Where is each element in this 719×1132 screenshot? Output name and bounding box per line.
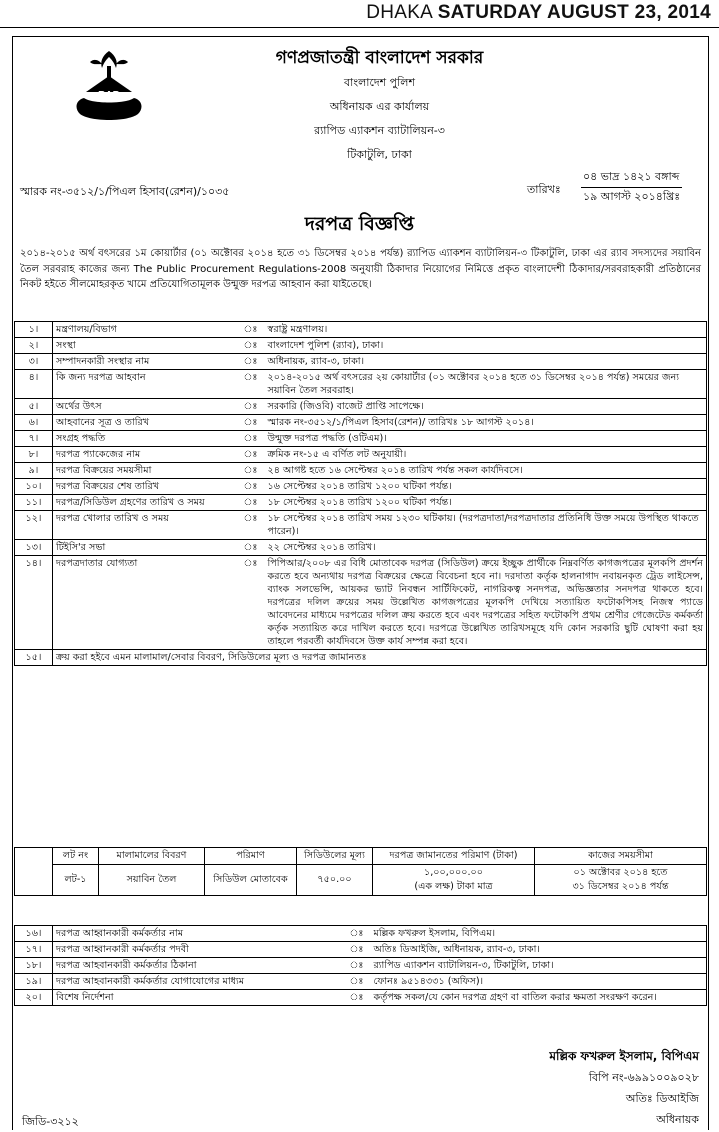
table-row-7: [15, 431, 707, 447]
table-row-18: [15, 958, 707, 974]
table-row-16: [15, 926, 707, 942]
row-value: ফোনঃ ৯৫১৪৩৩১ (অফিস)।: [371, 974, 707, 990]
row-number: ১৬।: [15, 926, 53, 942]
dateline-city: DHAKA: [366, 2, 433, 23]
row-colon: ঃ: [237, 338, 265, 354]
row-number: ২।: [15, 338, 53, 354]
row-number: ১৯।: [15, 974, 53, 990]
row-value: ক্রমিক নং-১৫ এ বর্ণিত লট অনুযায়ী।: [265, 447, 707, 463]
row-number: ৩।: [15, 354, 53, 370]
table-row-13: [15, 540, 707, 556]
header-rule: [0, 27, 719, 28]
row-value: পিপিআর/২০০৮ এর বিধি মোতাবেক দরপত্র (সিডিউল) ক্রয়ে ইচ্ছুক প্রার্থীকে নিম্নবর্ণিত কাগজপত্রের মূলকপি প্রদর্শন করতে হবে অন্যথায় দরপত্র বিক্রয়ের ক্ষেত্রে বিবেচনা হবে না। দরদাতা কর্তৃক হালনাগাদ নবায়নকৃত ট্রেড লাইসেন্স, ব্যাংক সলভেন্সি, আয়কর ভ্যাট নিবন্ধন সার্টিফিকেট, নাগরিকত্ব সনদপত্র, অভিজ্ঞতার সনদপত্র থাকতে হবে। দরপত্রের দলিল ক্রয়ের সময় উল্লেখিত কাগজপত্রের মূলকপি দেখিয়ে সত্যায়িত ফটোকপিসহ নিজস্ব প্যাডে আবেদনের মাধ্যমে দরপত্রের দলিল ক্রয় করতে হবে এবং দরপত্রের সহিত ফটোকপি প্রথম শ্রেণীর গেজেটেড কর্মকর্তা কর্তৃক সত্যায়িত করে দাখিল করতে হবে। দরপত্রে উল্লেখিত তারিখসমূহে যদি কোন সরকারি ছুটি ঘোষণা করা হয় তাহলে পরবর্তী কার্যদিবসে উক্ত কার্য সম্পন্ন করা হবে।: [265, 556, 707, 650]
row-colon: ঃ: [343, 974, 371, 990]
row-label: দরপত্র বিক্রয়ের শেষ তারিখ: [53, 479, 237, 495]
lot-header-security: দরপত্র জামানতের পরিমাণ (টাকা): [373, 848, 535, 865]
row-value: স্বরাষ্ট্র মন্ত্রণালয়।: [265, 322, 707, 338]
row-number: ১৫।: [15, 650, 53, 666]
row-label: দরপত্র আহ্বানকারী কর্মকর্তার নাম: [53, 926, 343, 942]
lot-period-cell: [535, 865, 707, 896]
row-value: ২২ সেপ্টেম্বর ২০১৪ তারিখ।: [265, 540, 707, 556]
table-row-15: [15, 650, 707, 666]
government-name: গণপ্রজাতন্ত্রী বাংলাদেশ সরকার: [275, 48, 484, 68]
row-colon: ঃ: [237, 354, 265, 370]
table-row-10: [15, 479, 707, 495]
org-line-office: অধিনায়ক এর কার্যালয়: [329, 100, 430, 113]
row-number: ১২।: [15, 511, 53, 540]
row-value: অতিঃ ডিআইজি, অধিনায়ক, র‍্যাব-৩, ঢাকা।: [371, 942, 707, 958]
signature-block: [549, 1046, 699, 1130]
row-value: স্মারক নং-৩৫১২/১/পিএল হিসাব(রেশন)/ তারিখঃ ১৮ আগস্ট ২০১৪।: [265, 415, 707, 431]
lot-security-words: (এক লক্ষ) টাকা মাত্র: [414, 881, 493, 892]
row-colon: ঃ: [237, 370, 265, 399]
table-row-8: [15, 447, 707, 463]
row-colon: ঃ: [237, 399, 265, 415]
row-colon: ঃ: [237, 479, 265, 495]
emblem-text: RAB: [98, 90, 120, 101]
row-colon: ঃ: [237, 495, 265, 511]
row-colon: ঃ: [237, 463, 265, 479]
row-value: মল্লিক ফখরুল ইসলাম, বিপিএম।: [371, 926, 707, 942]
row-colon: ঃ: [237, 511, 265, 540]
org-line-battalion: র‍্যাপিড এ্যাকশন ব্যাটালিয়ন-৩: [314, 124, 445, 137]
row-value: অধিনায়ক, র‍্যাব-৩, ঢাকা।: [265, 354, 707, 370]
lot-header-lot: লট নং: [53, 848, 99, 865]
row-label: ক্রয় করা হইবে এমন মালামাল/সেবার বিবরণ, সিডিউলের মূল্য ও দরপত্র জামানতঃ: [53, 650, 707, 666]
gd-number: জিডি-৩২১২: [22, 1115, 79, 1128]
lot-spacer: [15, 848, 53, 896]
table-row-11: [15, 495, 707, 511]
row-number: ৯।: [15, 463, 53, 479]
table-row-3: [15, 354, 707, 370]
row-colon: ঃ: [237, 415, 265, 431]
row-colon: ঃ: [237, 540, 265, 556]
row-value: সরকারি (জিওবি) বাজেট প্রাপ্তি সাপেক্ষে।: [265, 399, 707, 415]
table-row-20: [15, 990, 707, 1006]
row-value: উন্মুক্ত দরপত্র পদ্ধতি (ওটিএম)।: [265, 431, 707, 447]
row-colon: ঃ: [237, 322, 265, 338]
row-number: ১৮।: [15, 958, 53, 974]
row-label: সংস্থা: [53, 338, 237, 354]
signatory-name: মল্লিক ফখরুল ইসলাম, বিপিএম: [549, 1049, 699, 1063]
lot-quantity: সিডিউল মোতাবেক: [205, 865, 297, 896]
row-number: ২০।: [15, 990, 53, 1006]
lot-header-item: মালামালের বিবরণ: [99, 848, 205, 865]
row-number: ১।: [15, 322, 53, 338]
lot-period-start: ০১ অক্টোবর ২০১৪ হতে: [573, 867, 668, 878]
row-label: সম্পাদনকারী সংস্থার নাম: [53, 354, 237, 370]
lot-header-qty: পরিমাণ: [205, 848, 297, 865]
officer-details-table: [14, 925, 707, 1006]
row-label: মন্ত্রণালয়/বিভাগ: [53, 322, 237, 338]
row-label: বিশেষ নির্দেশনা: [53, 990, 343, 1006]
row-colon: ঃ: [343, 926, 371, 942]
dateline-date: SATURDAY AUGUST 23, 2014: [437, 2, 711, 23]
row-value: র‍্যাপিড এ্যাকশন ব্যাটালিয়ন-৩, টিকাটুলি, ঢাকা।: [371, 958, 707, 974]
table-row-14: [15, 556, 707, 650]
table-row-9: [15, 463, 707, 479]
row-label: অর্থের উৎস: [53, 399, 237, 415]
row-value: ২৪ আগষ্ট হতে ১৬ সেপ্টেম্বর ২০১৪ তারিখ পর্যন্ত সকল কার্যদিবসে।: [265, 463, 707, 479]
date-english: ১৯ আগস্ট ২০১৪খ্রিঃ: [581, 187, 682, 207]
signatory-bp-number: বিপি নং-৬৯৯১০০৯০২৮: [588, 1071, 699, 1084]
row-colon: ঃ: [237, 431, 265, 447]
lot-row: [15, 865, 707, 896]
row-number: ৪।: [15, 370, 53, 399]
row-value: ১৮ সেপ্টেম্বর ২০১৪ তারিখ সময় ১২৩০ ঘটিকায়। (দরপত্রদাতা/দরপত্রদাতার প্রতিনিধি উক্ত সময়ে উপস্থিত থাকতে পারেন)।: [265, 511, 707, 540]
row-number: ৬।: [15, 415, 53, 431]
table-row-2: [15, 338, 707, 354]
table-row-12: [15, 511, 707, 540]
row-colon: ঃ: [237, 447, 265, 463]
row-number: ১৩।: [15, 540, 53, 556]
table-row-6: [15, 415, 707, 431]
row-colon: ঃ: [237, 556, 265, 650]
row-value: ১৮ সেপ্টেম্বর ২০১৪ তারিখ ১২০০ ঘটিকা পর্যন্ত।: [265, 495, 707, 511]
lot-table: [14, 847, 707, 896]
row-label: টিইসি'র সভা: [53, 540, 237, 556]
lot-item: সয়াবিন তৈল: [99, 865, 205, 896]
signatory-title: অধিনায়ক: [656, 1113, 699, 1126]
row-value: ২০১৪-২০১৫ অর্থ বৎসরের ২য় কোয়ার্টার (০১ অক্টোবর ২০১৪ হতে ৩১ ডিসেম্বর ২০১৪ পর্যন্ত) সময়ের জন্য সয়াবিন তৈল সরবরাহ।: [265, 370, 707, 399]
row-label: দরপত্র বিক্রয়ের সময়সীমা: [53, 463, 237, 479]
row-number: ১০।: [15, 479, 53, 495]
row-label: দরপত্র আহ্বানকারী কর্মকর্তার পদবী: [53, 942, 343, 958]
org-line-police: বাংলাদেশ পুলিশ: [344, 76, 415, 89]
row-label: সংগ্রহ পদ্ধতি: [53, 431, 237, 447]
row-number: ৫।: [15, 399, 53, 415]
lot-table-header: [15, 848, 707, 865]
org-line-location: টিকাটুলি, ঢাকা: [347, 148, 412, 161]
row-value: বাংলাদেশ পুলিশ (র‍্যাব), ঢাকা।: [265, 338, 707, 354]
intro-paragraph: ২০১৪-২০১৫ অর্থ বৎসরের ১ম কোয়ার্টার (০১ অক্টোবর ২০১৪ হতে ৩১ ডিসেম্বর ২০১৪ পর্যন্ত) র‍্যাপিড এ্যাকশন ব্যাটালিয়ন-৩ টিকাটুলি, ঢাকা এর র‍্যাব সদস্যদের সয়াবিন তৈল সরবরাহ কাজের জন্য The Public Procurement Regulations-2008 অনুযায়ী ঠিকাদার নিয়োগের নিমিত্তে প্রকৃত বাংলাদেশী ঠিকাদার/সরবরাহকারী প্রতিষ্ঠানের নিকট হইতে সীলমোহরকৃত খামে প্রতিযোগিতামূলক উন্মুক্ত দরপত্র আহবান করা যাইতেছে।: [20, 248, 701, 291]
lot-security-cell: [373, 865, 535, 896]
row-colon: ঃ: [343, 942, 371, 958]
row-number: ১১।: [15, 495, 53, 511]
row-label: আহবানের সূত্র ও তারিখ: [53, 415, 237, 431]
date-bangla: ০৪ ভাদ্র ১৪২১ বঙ্গাব্দ: [583, 170, 680, 183]
row-label: দরপত্র আহবানকারী কর্মকর্তার ঠিকানা: [53, 958, 343, 974]
row-number: ১৭।: [15, 942, 53, 958]
table-row-19: [15, 974, 707, 990]
date-label: তারিখঃ: [527, 183, 561, 196]
table-row-5: [15, 399, 707, 415]
row-value: কর্তৃপক্ষ সকল/যে কোন দরপত্র গ্রহণ বা বাতিল করার ক্ষমতা সংরক্ষণ করেন।: [371, 990, 707, 1006]
memo-number: স্মারক নং-৩৫১২/১/পিএল হিসাব(রেশন)/১০৩৫: [20, 185, 230, 198]
row-number: ১৪।: [15, 556, 53, 650]
row-label: দরপত্রদাতার যোগ্যতা: [53, 556, 237, 650]
dateline: [366, 2, 711, 24]
row-colon: ঃ: [343, 990, 371, 1006]
row-label: দরপত্র খোলার তারিখ ও সময়: [53, 511, 237, 540]
row-label: দরপত্র আহবানকারী কর্মকর্তার যোগাযোগের মাধ্যম: [53, 974, 343, 990]
row-label: দরপত্র প্যাকেজের নাম: [53, 447, 237, 463]
lot-header-price: সিডিউলের মূল্য: [297, 848, 373, 865]
row-colon: ঃ: [343, 958, 371, 974]
table-row-1: [15, 322, 707, 338]
row-label: কি জন্য দরপত্র আহবান: [53, 370, 237, 399]
lot-security-amount: ১,০০,০০০.০০: [423, 867, 484, 878]
table-row-17: [15, 942, 707, 958]
lot-number: লট-১: [53, 865, 99, 896]
lot-period-end: ৩১ ডিসেম্বর ২০১৪ পর্যন্ত: [572, 881, 669, 892]
table-row-4: [15, 370, 707, 399]
notice-title: দরপত্র বিজ্ঞপ্তি: [304, 213, 415, 235]
signatory-rank: অতিঃ ডিআইজি: [625, 1092, 699, 1105]
row-number: ৮।: [15, 447, 53, 463]
row-label: দরপত্র/সিডিউল গ্রহণের তারিখ ও সময়: [53, 495, 237, 511]
lot-header-period: কাজের সময়সীমা: [535, 848, 707, 865]
row-value: ১৬ সেপ্টেম্বর ২০১৪ তারিখ ১২০০ ঘটিকা পর্যন্ত।: [265, 479, 707, 495]
lot-schedule-price: ৭৫০.০০: [297, 865, 373, 896]
tender-details-table: [14, 321, 707, 666]
row-number: ৭।: [15, 431, 53, 447]
